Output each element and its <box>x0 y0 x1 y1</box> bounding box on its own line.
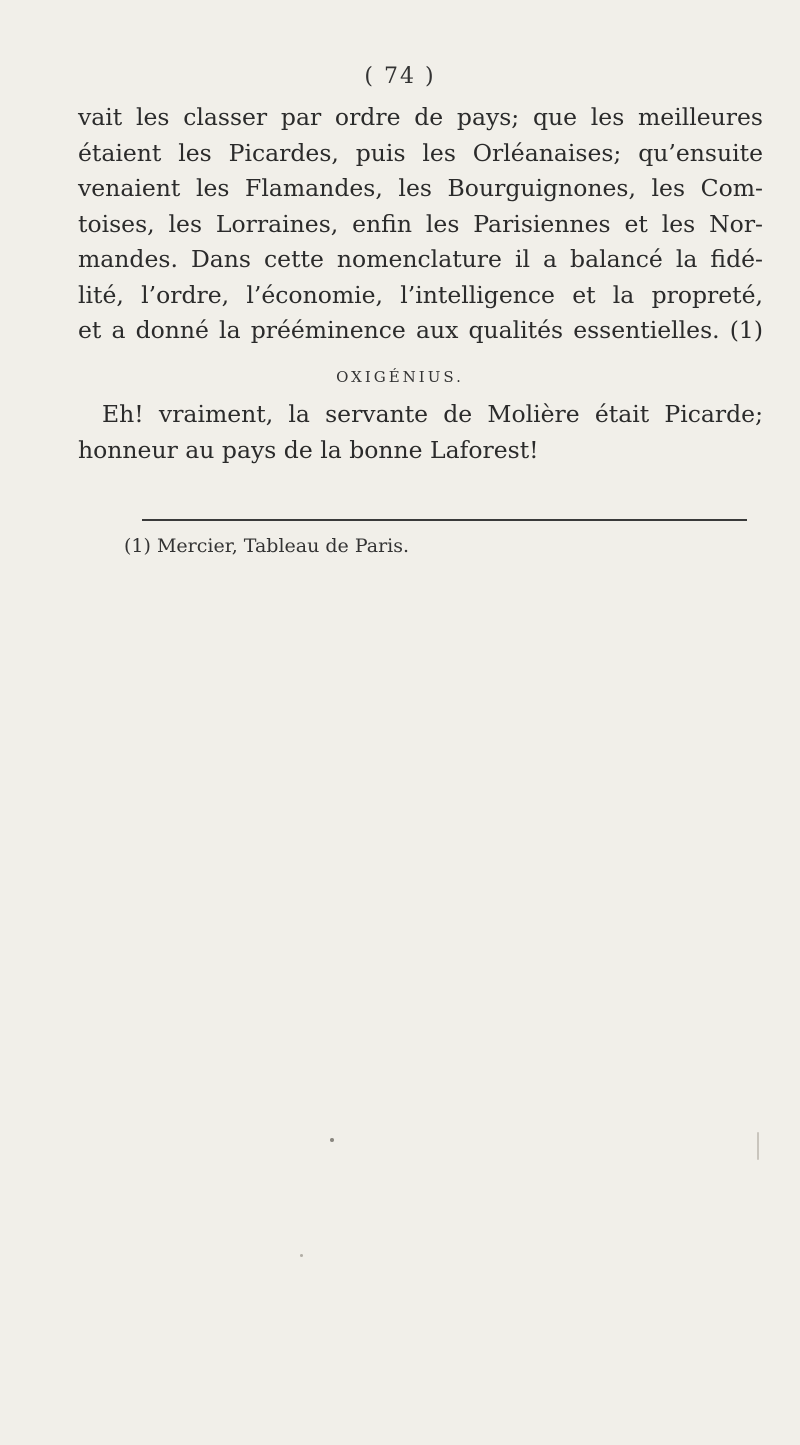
paper-speck <box>757 1132 759 1160</box>
speech-line: honneur au pays de la bonne Laforest! <box>78 435 539 464</box>
paragraph-line: vait les classer par ordre de pays; que les meilleures <box>78 103 763 131</box>
paper-speck <box>300 1254 303 1257</box>
paragraph-line: lité, l’ordre, l’économie, l’intelligence et la propreté, <box>78 280 763 309</box>
speech-paragraph <box>78 397 763 468</box>
footnote: (1) Mercier, Tableau de Paris. <box>124 535 410 557</box>
main-paragraph <box>78 100 763 349</box>
paragraph-line: et a donné la prééminence aux qualités essentielles. (1) <box>78 316 763 344</box>
speech-line: Eh! vraiment, la servante de Molière était Picarde; <box>102 400 763 428</box>
paragraph-line: toises, les Lorraines, enfin les Parisiennes et les Nor- <box>78 209 763 238</box>
page-number: ( 74 ) <box>364 64 436 89</box>
paper-speck <box>330 1138 334 1142</box>
footnote-divider <box>142 519 747 521</box>
speaker-name: OXIGÉNIUS. <box>336 368 464 386</box>
paragraph-line: venaient les Flamandes, les Bourguignones, les Com- <box>78 174 763 202</box>
paragraph-line: étaient les Picardes, puis les Orléanaises; qu’ensuite <box>78 138 763 167</box>
paragraph-line: mandes. Dans cette nomenclature il a balancé la fidé- <box>78 245 763 273</box>
